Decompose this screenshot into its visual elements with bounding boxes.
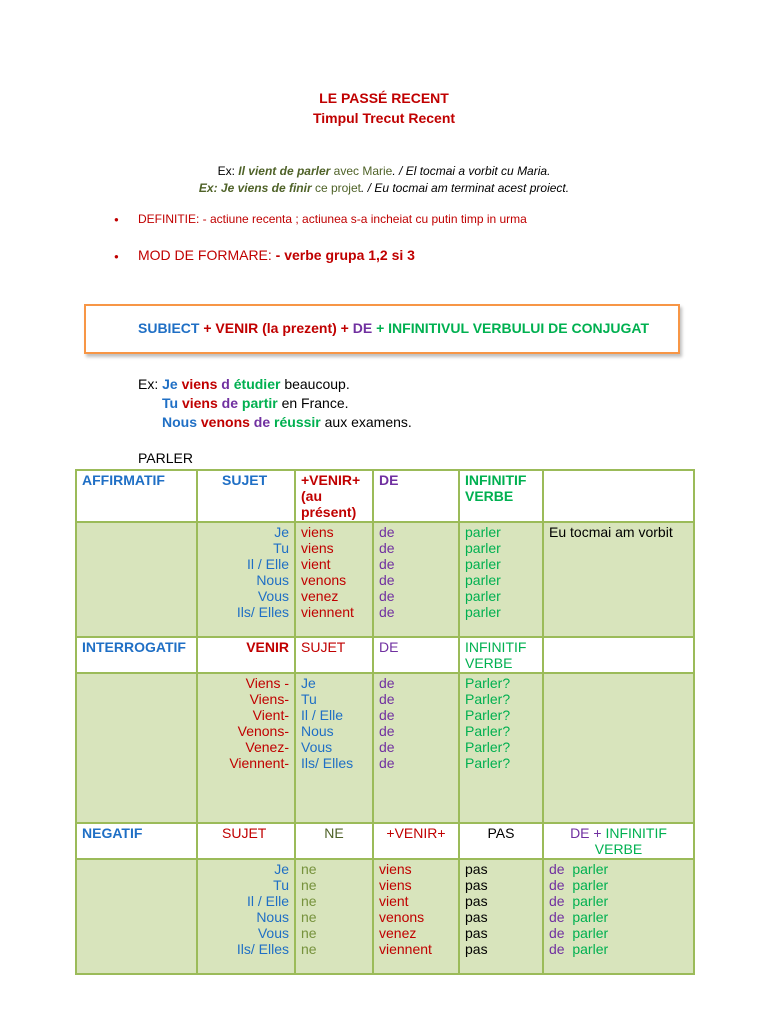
fr-phrase-bold: Ex: Je viens de finir [198, 181, 312, 195]
ex-prefix: Ex: [138, 376, 163, 392]
table-cell: de de de de de de [373, 673, 459, 823]
neg-inf: parler [572, 909, 609, 925]
ex-rest: en France. [277, 395, 349, 411]
neg-inf: parler [572, 925, 609, 941]
ex-verb: venons [197, 414, 250, 430]
formula-de: DE [352, 320, 373, 336]
table-cell: SUJET [197, 823, 295, 859]
table-cell: INFINITIF VERBE [459, 637, 543, 673]
example-line-1 [138, 375, 412, 394]
table-cell [76, 673, 197, 823]
bullet-icon: ● [114, 252, 119, 261]
list-item [549, 941, 688, 957]
table-cell: SUJET [295, 637, 373, 673]
ex-de: de [217, 395, 239, 411]
examples-block [138, 375, 412, 432]
list-item [549, 893, 688, 909]
table-cell: INTERROGATIF [76, 637, 197, 673]
example-sentence-2 [0, 181, 768, 195]
table-cell: viens viens vient venons venez viennent [373, 859, 459, 974]
ex-infinitive: réussir [270, 414, 321, 430]
table-cell [543, 823, 694, 859]
neg-de: de [549, 941, 565, 957]
ex-subject: Je [162, 376, 178, 392]
mod-colon: : [267, 247, 276, 263]
ro-translation: El tocmai a vorbit cu Maria. [405, 164, 551, 178]
ex-verb: viens [178, 395, 218, 411]
table-cell: VENIR [197, 637, 295, 673]
table-cell: Parler? Parler? Parler? Parler? Parler? Parler? [459, 673, 543, 823]
table-cell [76, 522, 197, 637]
table-cell: NE [295, 823, 373, 859]
neg-inf: parler [572, 893, 609, 909]
formula-plus: + [336, 320, 353, 336]
ex-subject: Tu [162, 395, 179, 411]
ro-translation: Eu tocmai am terminat acest proiect. [374, 181, 570, 195]
definition-text: DEFINITIE: - actiune recenta ; actiunea s-a incheiat cu putin timp in urma [138, 212, 527, 226]
table-cell: Eu tocmai am vorbit [543, 522, 694, 637]
list-item [549, 925, 688, 941]
fr-phrase-rest: ce projet [311, 181, 361, 195]
ex-verb: viens [177, 376, 218, 392]
list-item [549, 861, 688, 877]
table-cell [543, 470, 694, 522]
table-cell: viens viens vient venons venez viennent [295, 522, 373, 637]
formula-text [138, 320, 649, 336]
neg-de: de [549, 925, 565, 941]
table-cell: parler parler parler parler parler parler [459, 522, 543, 637]
table-cell: Je Tu Il / Elle Nous Vous Ils/ Elles [295, 673, 373, 823]
table-cell: DE [373, 637, 459, 673]
bullet-icon: ● [114, 215, 119, 224]
ex-rest: beaucoup. [280, 376, 350, 392]
formula-subject: SUBIECT [138, 320, 200, 336]
neg-header-inf: INFINITIF VERBE [594, 825, 667, 857]
table-cell [543, 637, 694, 673]
list-item [549, 909, 688, 925]
separator: . / [392, 164, 406, 178]
ex-prefix: Ex: [217, 164, 239, 178]
fr-phrase-bold: Il vient de parler [238, 164, 331, 178]
mod-value: - verbe grupa 1,2 si 3 [275, 247, 415, 263]
example-line-2 [138, 394, 412, 413]
example-sentence-1 [0, 164, 768, 178]
affirmatif-header-row [76, 470, 694, 522]
table-cell [543, 673, 694, 823]
formula-plus: + [199, 320, 216, 336]
neg-de: de [549, 893, 565, 909]
ex-de: de [249, 414, 271, 430]
table-cell: DE [373, 470, 459, 522]
formula-infinitive: INFINITIVUL VERBULUI DE CONJUGAT [388, 320, 649, 336]
negatif-data-row [76, 859, 694, 974]
ex-infinitive: étudier [229, 376, 281, 392]
conjugation-table [75, 469, 695, 975]
neg-de: de [549, 909, 565, 925]
table-cell: Je Tu Il / Elle Nous Vous Ils/ Elles [197, 859, 295, 974]
list-item [549, 877, 688, 893]
affirmatif-data-row [76, 522, 694, 637]
mod-label: MOD DE FORMARE [138, 247, 268, 263]
table-cell: AFFIRMATIF [76, 470, 197, 522]
ex-infinitive: partir [238, 395, 278, 411]
table-cell: Viens - Viens- Vient- Venons- Venez- Viennent- [197, 673, 295, 823]
formula-plus: + [372, 320, 389, 336]
table-cell: INFINITIF VERBE [459, 470, 543, 522]
table-cell: NEGATIF [76, 823, 197, 859]
ex-de: d [217, 376, 230, 392]
table-cell [543, 859, 694, 974]
table-cell: pas pas pas pas pas pas [459, 859, 543, 974]
formation-text [138, 247, 415, 263]
table-cell: +VENIR+ (au présent) [295, 470, 373, 522]
page-subtitle: Timpul Trecut Recent [312, 110, 456, 126]
negatif-header-row [76, 823, 694, 859]
neg-inf: parler [572, 877, 609, 893]
table-cell: +VENIR+ [373, 823, 459, 859]
neg-de: de [549, 877, 565, 893]
example-line-3 [138, 413, 412, 432]
table-cell: SUJET [197, 470, 295, 522]
ex-subject: Nous [162, 414, 197, 430]
neg-header-de: DE [570, 825, 590, 841]
neg-inf: parler [572, 861, 609, 877]
fr-phrase-rest: avec Marie [330, 164, 393, 178]
table-label: PARLER [138, 450, 193, 466]
table-cell: de de de de de de [373, 522, 459, 637]
interrogatif-data-row [76, 673, 694, 823]
table-cell: ne ne ne ne ne ne [295, 859, 373, 974]
table-cell: Je Tu Il / Elle Nous Vous Ils/ Elles [197, 522, 295, 637]
neg-header-plus: + [589, 825, 606, 841]
formula-venir: VENIR (la prezent) [215, 320, 337, 336]
interrogatif-header-row [76, 637, 694, 673]
separator: . / [360, 181, 375, 195]
table-cell: PAS [459, 823, 543, 859]
page-title: LE PASSÉ RECENT [319, 90, 449, 106]
ex-rest: aux examens. [320, 414, 412, 430]
table-cell [76, 859, 197, 974]
neg-inf: parler [572, 941, 609, 957]
neg-de: de [549, 861, 565, 877]
